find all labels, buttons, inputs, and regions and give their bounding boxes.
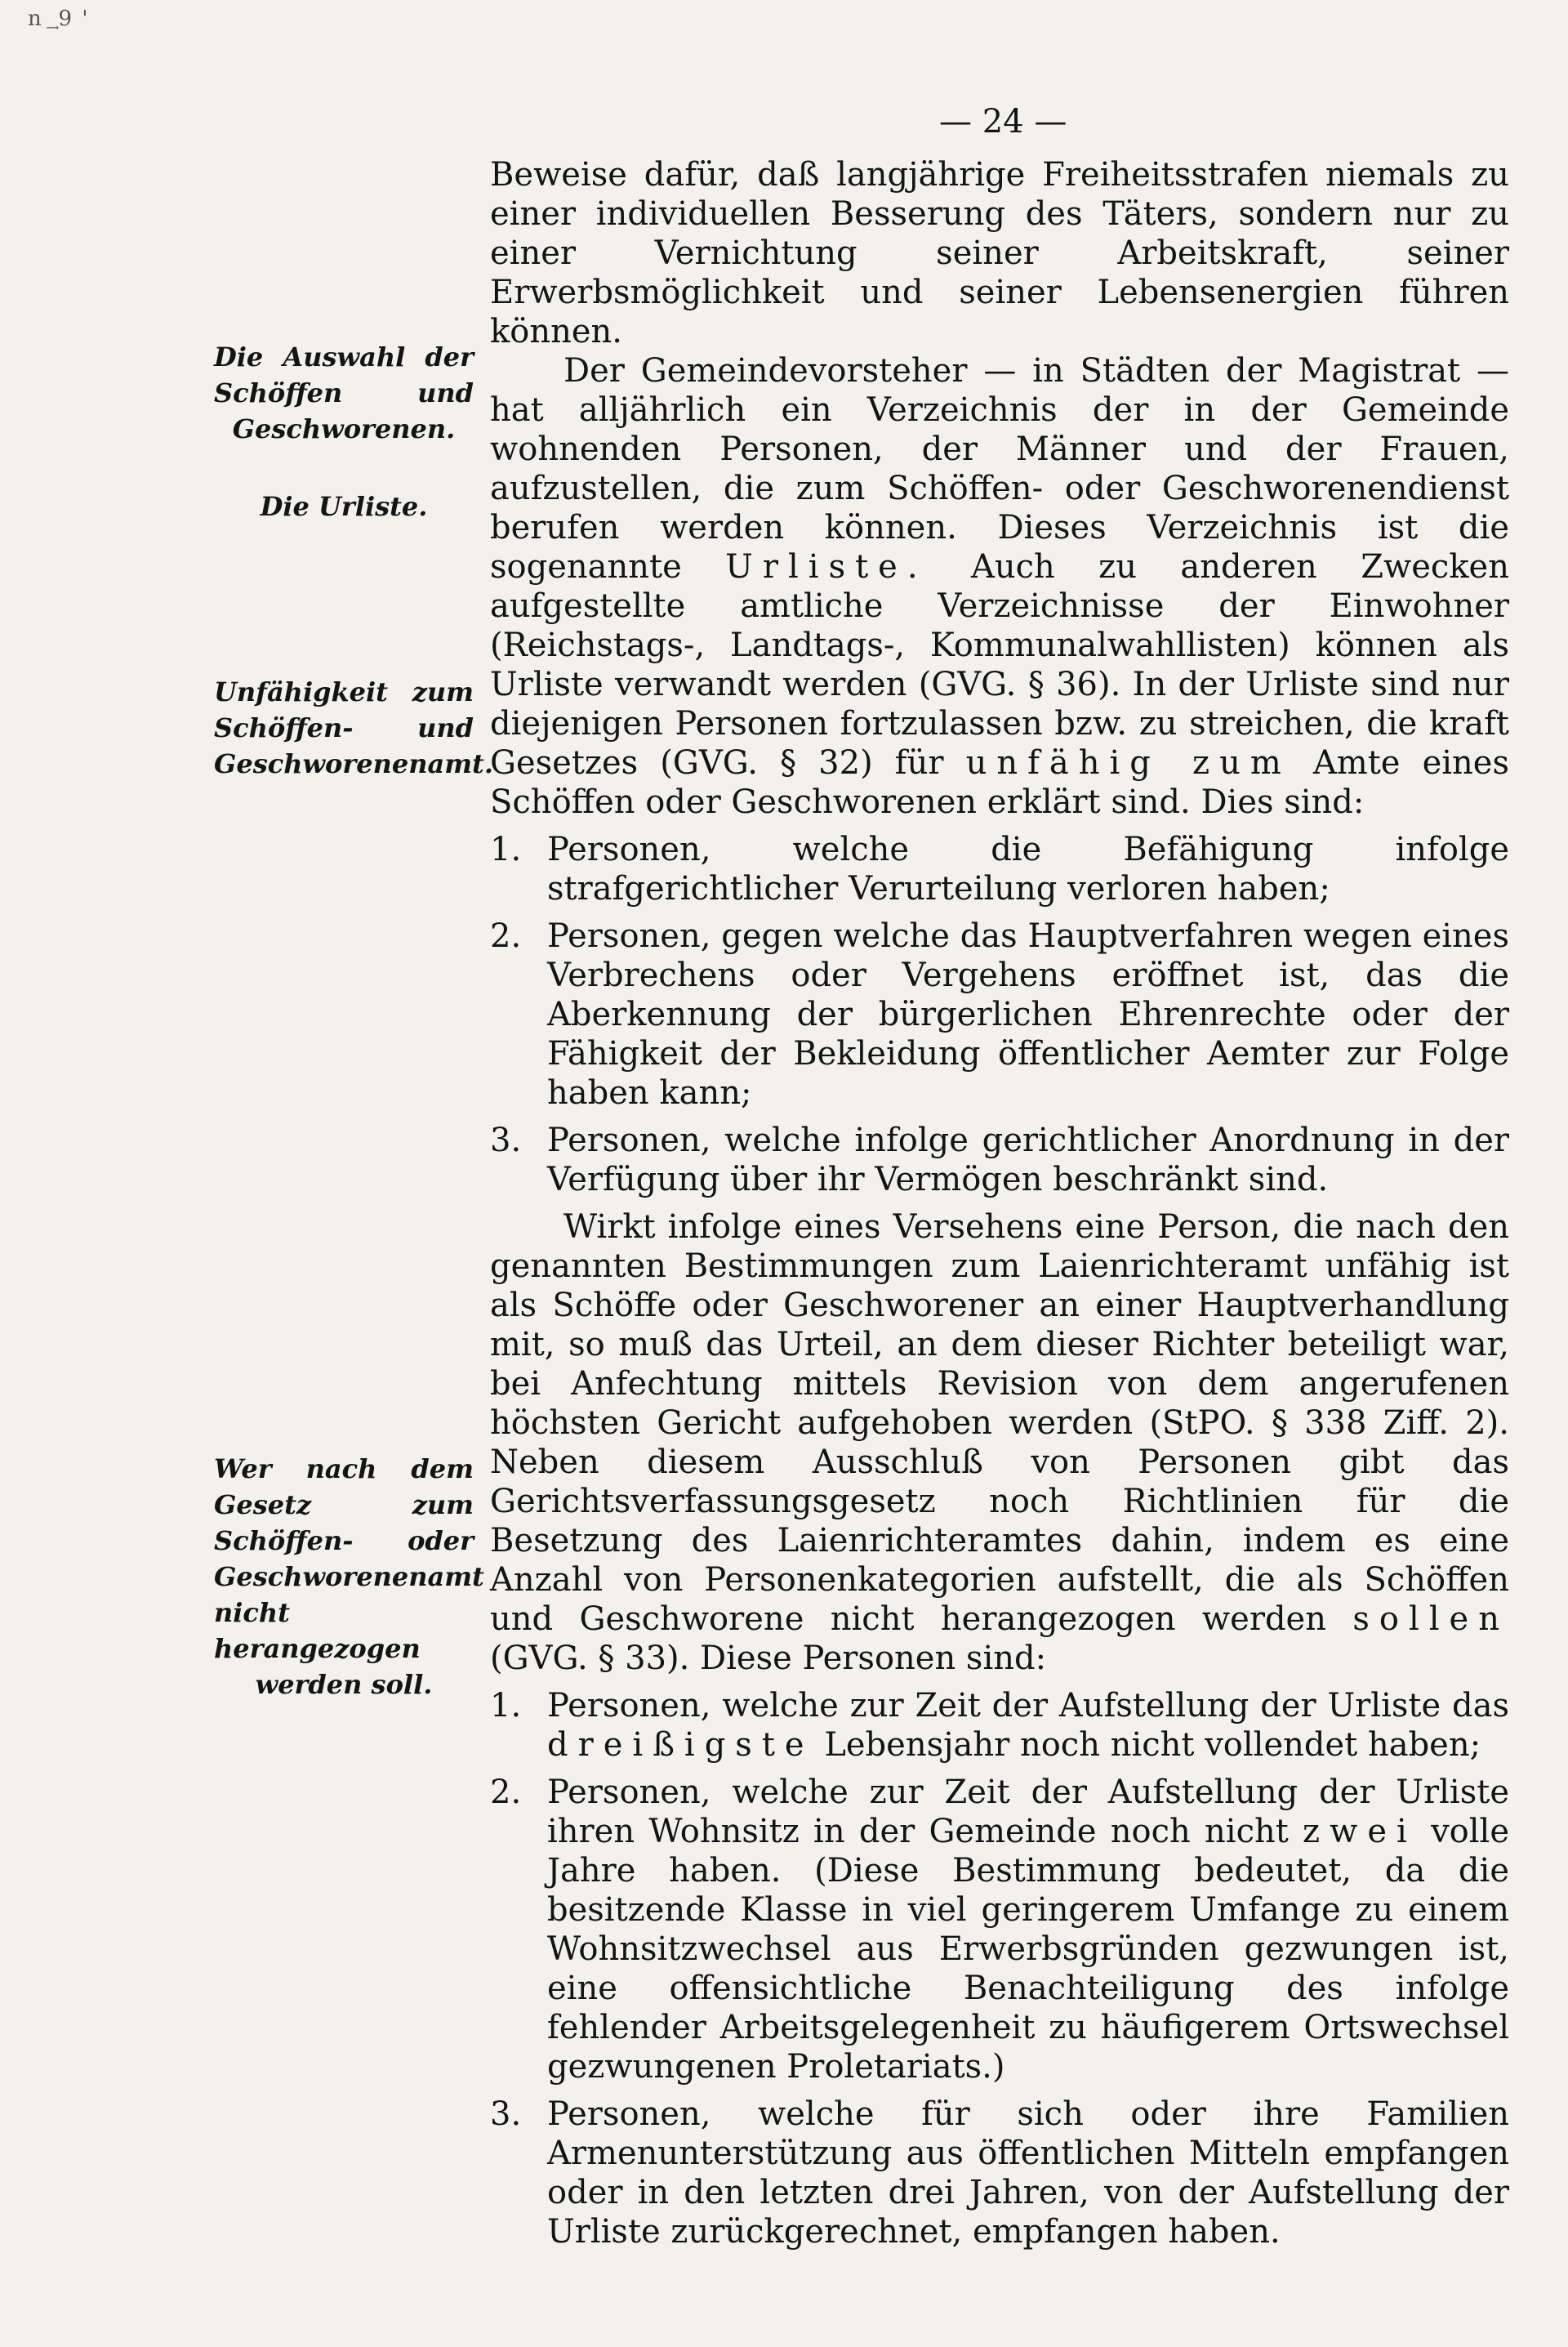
list-text: Personen, welche für sich oder ihre Familien Armenunterstützung aus öffentlichen Mitteln empfangen oder in den letzten drei Jahren, von der Aufstellung der Urliste zurückgerechnet, empfangen haben. (547, 2095, 1509, 2251)
list-number: 3. (490, 1122, 522, 1159)
paragraph-text: Amte eines Schöffen oder Geschworenen erklärt sind. Dies sind: (490, 744, 1509, 821)
paragraph-versehen (490, 1207, 1509, 1678)
list-item (490, 1121, 1509, 1199)
list-item (490, 917, 1509, 1113)
list-item (490, 1686, 1509, 1765)
list-text (547, 1686, 1509, 1765)
list-number: 1. (490, 831, 522, 868)
emphasis-unfaehig: unfähig zum (965, 744, 1291, 782)
margin-note-urliste: Die Urliste. (260, 491, 428, 522)
list-text: Personen, gegen welche das Hauptverfahren wegen eines Verbrechens oder Vergehens eröffnet ist, das die Aberkennung der bürgerlichen Ehrenrechte oder der Fähigkeit der Bekleidung öffentlicher Aemter zur Folge haben kann; (547, 917, 1509, 1112)
page-number: — 24 — (939, 103, 1067, 141)
list-text (547, 1773, 1509, 2086)
emphasis-zwei: zwei (1303, 1813, 1417, 1850)
paragraph-text: Auch zu anderen Zwecken aufgestellte amtliche Verzeichnisse der Einwohner (Reichstags-, Landtags-, Kommunalwahllisten) können als Urliste verwandt werden (GVG. § 36). In der Urliste sind nur diejenigen Personen fortzulassen bzw. zu streichen, die kraft Gesetzes (GVG. § 32) für (490, 548, 1509, 782)
margin-note-nicht-herangezogen: Wer nach dem Gesetz zum Schöffen- oder Geschworenenamt nicht herangezogen werden soll. (214, 1453, 484, 1700)
paragraph-text: Der Gemeindevorsteher — in Städten der Magistrat — hat alljährlich ein Verzeichnis der in der Gemeinde wohnenden Personen, der Männer und der Frauen, aufzustellen, die zum Schöffen- oder Geschworenendienst berufen werden können. Dieses Verzeichnis ist die sogenannte (490, 352, 1509, 586)
emphasis-sollen: sollen (1352, 1600, 1509, 1638)
margin-note-unfaehigkeit: Unfähigkeit zum Schöffen- und Geschworenenamt. (214, 676, 493, 779)
paragraph-beweise: Beweise dafür, daß langjährige Freiheitsstrafen niemals zu einer individuellen Besserung des Täters, sondern nur zu einer Vernichtung seiner Arbeitskraft, seiner Erwerbsmöglichkeit und seiner Lebensenergien führen können. (490, 156, 1509, 350)
list-number: 2. (490, 1774, 522, 1811)
list-number: 3. (490, 2095, 522, 2133)
list-text-part: Lebensjahr noch nicht vollendet haben; (824, 1726, 1481, 1764)
list-text-part: volle Jahre haben. (Diese Bestimmung bedeutet, da die besitzende Klasse in viel geringerem Umfange zu einem Wohnsitzwechsel aus Erwerbsgründen gezwungen ist, eine offensichtliche Benachteiligung des infolge fehlender Arbeitsgelegenheit zu häufigerem Ortswechsel gezwungenen Proletariats.) (547, 1813, 1509, 2086)
paragraph-text: Wirkt infolge eines Versehens eine Person, die nach den genannten Bestimmungen zum Laienrichteramt unfähig ist als Schöffe oder Geschworener an einer Hauptverhandlung mit, so muß das Urteil, an dem dieser Richter beteiligt war, bei Anfechtung mittels Revision von dem angerufenen höchsten Gericht aufgehoben werden (StPO. § 338 Ziff. 2). Neben diesem Ausschluß von Personen gibt das Gerichtsverfassungsgesetz noch Richtlinien für die Besetzung des Laienrichteramtes dahin, indem es eine Anzahl von Personenkategorien aufstellt, die als Schöffen und Geschworene nicht herangezogen werden (490, 1208, 1509, 1638)
emphasis-dreissigste: dreißigste (547, 1726, 814, 1764)
main-text (490, 155, 1509, 2260)
list-number: 1. (490, 1687, 522, 1725)
list-text: Personen, welche die Befähigung infolge strafgerichtlicher Verurteilung verloren haben; (547, 831, 1509, 908)
list-text: Personen, welche infolge gerichtlicher Anordnung in der Verfügung über ihr Vermögen beschränkt sind. (547, 1122, 1509, 1198)
list-item (490, 1773, 1509, 2086)
list-item (490, 830, 1509, 908)
list-text-part: Personen, welche zur Zeit der Aufstellung der Urliste ihren Wohnsitz in der Gemeinde noch nicht (547, 1774, 1509, 1850)
list-text-part: Personen, welche zur Zeit der Aufstellung der Urliste das (547, 1687, 1509, 1725)
margin-note-auswahl: Die Auswahl der Schöffen und Geschworenen. (214, 341, 474, 444)
list-nicht-herangezogen (490, 1686, 1509, 2251)
paragraph-text: (GVG. § 33). Diese Personen sind: (490, 1640, 1047, 1677)
list-number: 2. (490, 917, 522, 955)
paragraph-gemeindevorsteher (490, 351, 1509, 822)
emphasis-urliste: Urliste. (725, 548, 928, 586)
corner-pencil-mark: n ͢ 9 ' (28, 7, 90, 31)
list-item (490, 2095, 1509, 2251)
list-unfaehigkeit (490, 830, 1509, 1199)
